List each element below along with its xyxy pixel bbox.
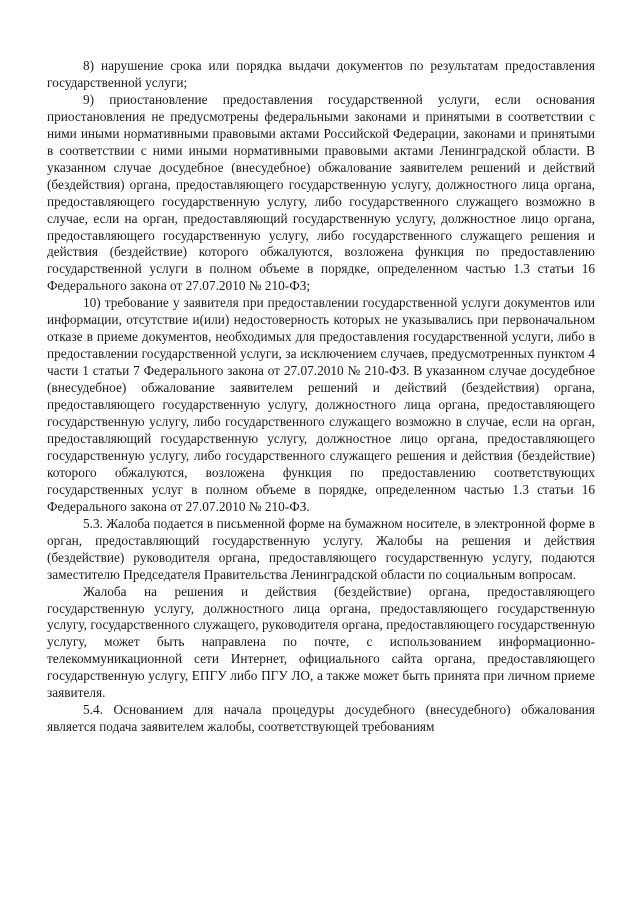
paragraph-item-9-suspension-of-service: 9) приостановление предоставления государственной услуги, если основания приостановления не предусмотрены федеральными законами и принятыми в соответствии с ними иными нормативными правовыми актами Российской Федерации, законами и принятыми в соответствии с ними иными нормативными правовыми актами Ленинградской области. В указанном случае досудебное (внесудебное) обжалование заявителем решений и действий (бездействия) органа, предоставляющего государственную услугу, должностного лица органа, предоставляющего государственную услугу, либо государственного служащего возможно в случае, если на орган, предоставляющий государственную услугу, должностное лицо органа, предоставляющего государственную услугу, либо государственного служащего решения и действия (бездействие) которого обжалуются, возложена функция по предоставлению государственной услуги в полном объеме в порядке, определенном частью 1.3 статьи 16 Федерального закона от 27.07.2010 № 210-ФЗ; xyxy=(47,91,595,294)
paragraph-section-5-4-grounds-for-appeal: 5.4. Основанием для начала процедуры досудебного (внесудебного) обжалования является подача заявителем жалобы, соответствующей требованиям xyxy=(47,702,595,735)
paragraph-section-5-3-complaint-submission: 5.3. Жалоба подается в письменной форме на бумажном носителе, в электронной форме в орган, предоставляющий государственную услугу. Жалобы на решения и действия (бездействие) руководителя органа, предоставляющего государственную услугу, подаются заместителю Председателя Правительства Ленинградской области по социальным вопросам. xyxy=(47,515,595,582)
paragraph-item-8-violation-of-issuance-terms: 8) нарушение срока или порядка выдачи документов по результатам предоставления государственной услуги; xyxy=(47,58,595,90)
document-page xyxy=(47,58,595,736)
paragraph-complaint-channels: Жалоба на решения и действия (бездействие) органа, предоставляющего государственную услугу, должностного лица органа, предоставляющего государственную услугу, государственного служащего, руководителя органа, предоставляющего государственную услугу, может быть направлена по почте, с использованием информационно-телекоммуникационной сети Интернет, официального сайта органа, предоставляющего государственную услугу, ЕПГУ либо ПГУ ЛО, а также может быть принята при личном приеме заявителя. xyxy=(47,583,595,701)
paragraph-item-10-demand-for-documents: 10) требование у заявителя при предоставлении государственной услуги документов или информации, отсутствие и(или) недостоверность которых не указывались при первоначальном отказе в приеме документов, необходимых для предоставления государственной услуги, либо в предоставлении государственной услуги, за исключением случаев, предусмотренных пунктом 4 части 1 статьи 7 Федерального закона от 27.07.2010 № 210-ФЗ. В указанном случае досудебное (внесудебное) обжалование заявителем решений и действий (бездействия) органа, предоставляющего государственную услугу, должностного лица органа, предоставляющего государственную услугу, либо государственного служащего возможно в случае, если на орган, предоставляющий государственную услугу, должностное лицо органа, предоставляющего государственную услугу, либо государственного служащего решения и действия (бездействие) которого обжалуются, возложена функция по предоставлению соответствующих государственных услуг в полном объеме в порядке, определенном частью 1.3 статьи 16 Федерального закона от 27.07.2010 № 210-ФЗ. xyxy=(47,295,595,514)
